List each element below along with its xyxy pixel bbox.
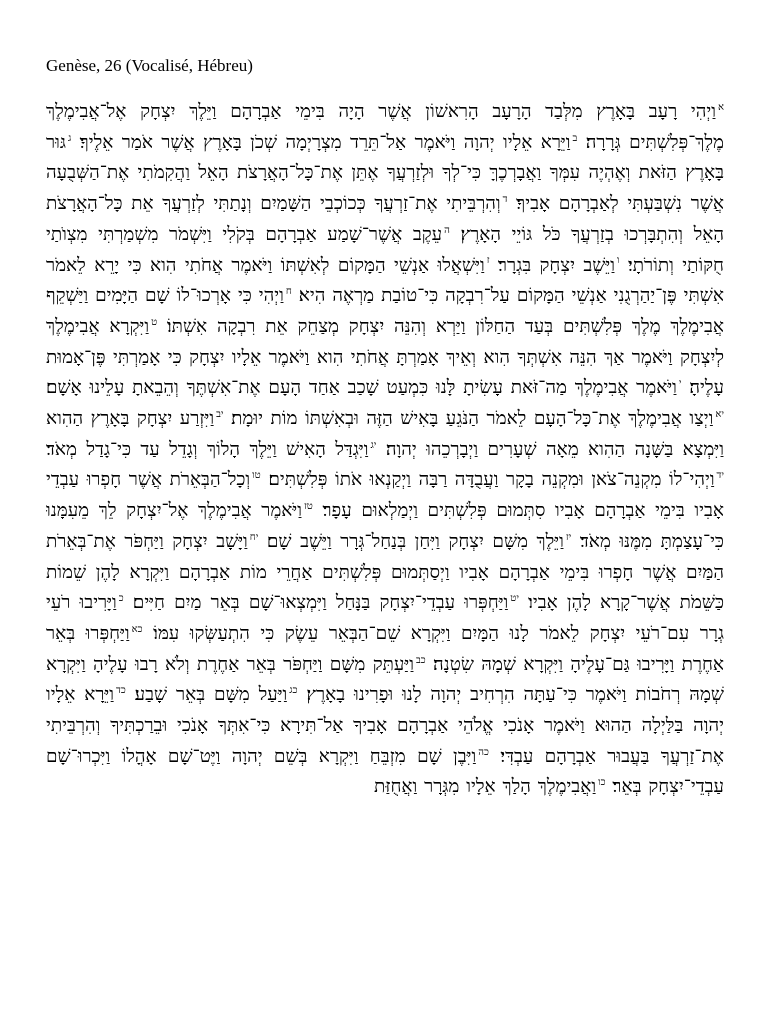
verse-text: וַיֹּאמֶר אֲבִימֶלֶךְ מַה־זֹּאת עָשִׂיתָ לָּנוּ כִּמְעַט שָׁכַב אַחַד הָעָם אֶת־אִשְׁתֶּךָ וְהֵבֵאתָ עָלֵינוּ אָשָׁם׃ xyxy=(46,377,677,399)
verse-number: יז xyxy=(565,531,572,543)
verse-number: יא xyxy=(715,408,724,420)
verse-text: וְהִרְבֵּיתִי אֶת־זַרְעֲךָ כְּכוֹכְבֵי הַשָּׁמַיִם וְנָתַתִּי לְזַרְעֲךָ אֵת כָּל־הָאֲרָצֹת הָאֵל וְהִתְבָּרְכוּ בְזַרְעֲךָ כֹּל גּוֹיֵי הָאָרֶץ׃ xyxy=(46,193,724,245)
verse-text: וַיָּשָׁב יִצְחָק וַיַּחְפֹּר אֶת־בְּאֵרֹת הַמַּיִם אֲשֶׁר חָפְרוּ בִּימֵי אַבְרָהָם אָבִיו וַיְסַתְּמוּם פְּלִשְׁתִּים אַחֲרֵי מוֹת אַבְרָהָם וַיִּקְרָא לָהֶן שֵׁמוֹת כַּשֵּׁמֹת אֲשֶׁר־קָרָא לָהֶן אָבִיו׃ xyxy=(46,530,724,614)
verse-text: וַיְצַו אֲבִימֶלֶךְ אֶת־כָּל־הָעָם לֵאמֹר הַנֹּגֵעַ בָּאִישׁ הַזֶּה וּבְאִשְׁתּוֹ מוֹת יוּמָת׃ xyxy=(231,408,714,430)
verse-text: וַיֵּרָא אֵלָיו יְהוָה וַיֹּאמֶר אַל־תֵּרֵד מִצְרָיְמָה שְׁכֹן בָּאָרֶץ אֲשֶׁר אֹמַר אֵלֶיךָ׃ xyxy=(79,131,571,153)
verse-number: ט xyxy=(151,316,158,328)
verse-number: יג xyxy=(370,439,377,451)
verse-number: ו xyxy=(616,255,620,267)
verse-number: כד xyxy=(116,685,126,697)
verse-text: וַיִּבֶן שָׁם מִזְבֵּחַ וַיִּקְרָא בְּשֵׁם יְהוָה וַיֶּט־שָׁם אָהֳלוֹ וַיִּכְרוּ־שָׁם עַבְדֵי־יִצְחָק בְּאֵר׃ xyxy=(46,745,724,798)
verse-text: וַיִּשְׁאֲלוּ אַנְשֵׁי הַמָּקוֹם לְאִשְׁתּוֹ וַיֹּאמֶר אֲחֹתִי הִוא כִּי יָרֵא לֵאמֹר אִשְׁתִּי פֶּן־יַהַרְגֻנִי אַנְשֵׁי הַמָּקוֹם עַל־רִבְקָה כִּי־טוֹבַת מַרְאֶה הִיא׃ xyxy=(46,254,724,307)
verse-number: טז xyxy=(303,500,313,512)
verse-text: וַיִּקְרָא אֲבִימֶלֶךְ לְיִצְחָק וַיֹּאמֶר אַךְ הִנֵּה אִשְׁתְּךָ הִוא וְאֵיךְ אָמַרְתָּ אֲחֹתִי הִוא וַיֹּאמֶר אֵלָיו יִצְחָק כִּי אָמַרְתִּי פֶּן־אָמוּת עָלֶיהָ׃ xyxy=(46,315,724,399)
verse-text: גּוּר בָּאָרֶץ הַזֹּאת וְאֶהְיֶה עִמְּךָ וַאֲבָרְכֶךָּ כִּי־לְךָ וּלְזַרְעֲךָ אֶתֵּן אֶת־כָּל־הָאֲרָצֹת הָאֵל וַהֲקִמֹתִי אֶת־הַשְּׁבֻעָה אֲשֶׁר נִשְׁבַּעְתִּי לְאַבְרָהָם אָבִיךָ׃ xyxy=(46,131,724,215)
verse-number: טו xyxy=(252,470,261,482)
verse-text: וַיַּחְפְּרוּ עַבְדֵי־יִצְחָק בַּנָּחַל וַיִּמְצְאוּ־שָׁם בְּאֵר מַיִם חַיִּים׃ xyxy=(132,592,509,614)
verse-text: וַאֲבִימֶלֶךְ הָלַךְ אֵלָיו מִגְּרָר וַאֲחֻזַּת xyxy=(374,776,597,798)
verse-number: ה xyxy=(444,224,450,236)
verse-number: יח xyxy=(249,531,259,543)
verse-number: כג xyxy=(289,685,298,697)
verse-text: וַיָּרִיבוּ רֹעֵי גְרָר עִם־רֹעֵי יִצְחָק לֵאמֹר לָנוּ הַמָּיִם וַיִּקְרָא שֵׁם־הַבְּאֵר עֵשֶׂק כִּי הִתְעַשְּׂקוּ עִמּוֹ׃ xyxy=(46,592,724,644)
verse-text: וַיְהִי כִּי אָרְכוּ־לוֹ שָׁם הַיָּמִים וַיַּשְׁקֵף אֲבִימֶלֶךְ מֶלֶךְ פְּלִשְׁתִּים בְּעַד הַחַלּוֹן וַיַּרְא וְהִנֵּה יִצְחָק מְצַחֵק אֵת רִבְקָה אִשְׁתּוֹ׃ xyxy=(46,285,724,337)
verse-number: ד xyxy=(502,193,508,205)
verse-number: יב xyxy=(216,408,224,420)
verse-number: ז xyxy=(486,255,490,267)
verse-text: וַיְהִי רָעָב בָּאָרֶץ מִלְּבַד הָרָעָב הָרִאשׁוֹן אֲשֶׁר הָיָה בִּימֵי אַבְרָהָם וַיֵּלֶךְ יִצְחָק אֶל־אֲבִימֶלֶךְ מֶלֶךְ־פְּלִשְׁתִּים גְּרָרָה׃ xyxy=(46,101,724,153)
verse-number: ג xyxy=(67,132,72,144)
verse-text: וַיַּעַל מִשָּׁם בְּאֵר שָׁבַע׃ xyxy=(134,684,288,706)
hebrew-body-text xyxy=(46,97,724,1017)
verse-text: וַיִּזְרַע יִצְחָק בָּאָרֶץ הַהִוא וַיִּמְצָא בַּשָּׁנָה הַהִוא מֵאָה שְׁעָרִים וַיְבָרְכֵהוּ יְהוָה׃ xyxy=(46,408,724,460)
verse-number: יד xyxy=(716,470,724,482)
verse-text: וַיֵּלֶךְ מִשָּׁם יִצְחָק וַיִּחַן בְּנַחַל־גְּרָר וַיֵּשֶׁב שָׁם׃ xyxy=(266,530,564,552)
document-title: Genèse, 26 (Vocalisé, Hébreu) xyxy=(46,56,253,75)
verse-number: יט xyxy=(510,593,519,605)
verse-number: כב xyxy=(415,654,426,666)
verse-text: וַיֹּאמֶר אֲבִימֶלֶךְ אֶל־יִצְחָק לֵךְ מֵעִמָּנוּ כִּי־עָצַמְתָּ מִמֶּנּוּ מְאֹד׃ xyxy=(46,500,724,552)
verse-text: וַיְהִי־לוֹ מִקְנֵה־צֹאן וּמִקְנֵה בָקָר וַעֲבֻדָּה רַבָּה וַיְקַנְאוּ אֹתוֹ פְּלִשְׁתִּים׃ xyxy=(268,469,715,491)
verse-number: י xyxy=(678,378,682,390)
verse-text: וַיֵּשֶׁב יִצְחָק בִּגְרָר׃ xyxy=(497,254,615,276)
verse-number: כ xyxy=(118,593,124,605)
verse-number: כו xyxy=(598,777,606,789)
verse-number: ב xyxy=(572,132,578,144)
verse-number: ח xyxy=(285,286,292,298)
verse-text: וְכָל־הַבְּאֵרֹת אֲשֶׁר חָפְרוּ עַבְדֵי אָבִיו בִּימֵי אַבְרָהָם אָבִיו סִתְּמוּם פְּלִשְׁתִּים וַיְמַלְאוּם עָפָר׃ xyxy=(46,469,724,522)
verse-number: כה xyxy=(478,746,489,758)
verse-text: וַיַּחְפְּרוּ בְּאֵר אַחֶרֶת וַיָּרִיבוּ גַּם־עָלֶיהָ וַיִּקְרָא שְׁמָהּ שִׂטְנָה׃ xyxy=(46,622,724,675)
verse-text: עֵקֶב אֲשֶׁר־שָׁמַע אַבְרָהָם בְּקֹלִי וַיִּשְׁמֹר מִשְׁמַרְתִּי מִצְוֺתַי חֻקּוֹתַי וְתוֹרֹתָי׃ xyxy=(46,223,724,276)
verse-number: א xyxy=(717,101,724,113)
verse-text: וַיִּגְדַּל הָאִישׁ וַיֵּלֶךְ הָלוֹךְ וְגָדֵל עַד כִּי־גָדַל מְאֹד׃ xyxy=(46,438,369,460)
verse-text: וַיַּעְתֵּק מִשָּׁם וַיַּחְפֹּר בְּאֵר אַחֶרֶת וְלֹא רָבוּ עָלֶיהָ וַיִּקְרָא שְׁמָהּ רְחֹבוֹת וַיֹּאמֶר כִּי־עַתָּה הִרְחִיב יְהוָה לָנוּ וּפָרִינוּ בָאָרֶץ׃ xyxy=(46,653,724,706)
verse-text: וַיֵּרָא אֵלָיו יְהוָה בַּלַּיְלָה הַהוּא וַיֹּאמֶר אָנֹכִי אֱלֹהֵי אַבְרָהָם אָבִיךָ אַל־תִּירָא כִּי־אִתְּךָ אָנֹכִי וּבֵרַכְתִּיךָ וְהִרְבֵּיתִי אֶת־זַרְעֲךָ בַּעֲבוּר אַבְרָהָם עַבְדִּי׃ xyxy=(46,684,724,767)
verse-number: כא xyxy=(131,623,143,635)
